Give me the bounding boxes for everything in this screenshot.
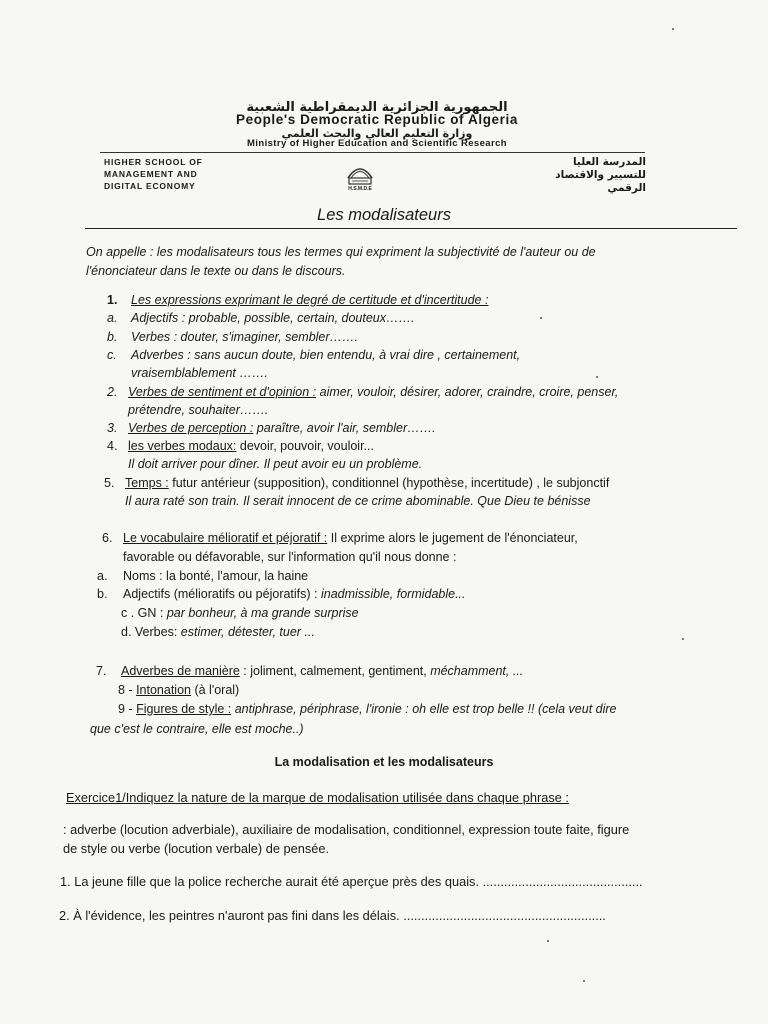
item-2-number: 2. <box>107 385 118 399</box>
item-6-label: Le vocabulaire mélioratif et péjoratif : <box>123 531 328 545</box>
item-1c-number: c. <box>107 348 117 362</box>
item-6-line <box>123 531 578 545</box>
school-en-line-2: MANAGEMENT AND <box>104 169 198 179</box>
item-5-example: Il aura raté son train. Il serait innocent de ce crime abominable. Que Dieu te bénisse <box>125 494 591 508</box>
school-name-english <box>104 156 203 192</box>
school-en-line-1: HIGHER SCHOOL OF <box>104 157 203 167</box>
item-6-number: 6. <box>102 531 113 545</box>
item-9-italic: antiphrase, périphrase, l'ironie : oh elle est trop belle !! (cela veut dire <box>231 702 617 716</box>
section-title: La modalisation et les modalisateurs <box>274 755 494 769</box>
item-5-line <box>125 476 609 490</box>
item-5-label: Temps : <box>125 476 169 490</box>
item-3-number: 3. <box>107 421 118 435</box>
item-8-label: Intonation <box>136 683 191 697</box>
logo-caption: H.S.M.D.E <box>348 186 372 192</box>
intro-line-1: On appelle : les modalisateurs tous les termes qui expriment la subjectivité de l'auteur ou de <box>86 245 596 259</box>
item-1b-number: b. <box>107 330 118 344</box>
item-2-text: aimer, vouloir, désirer, adorer, craindre, croire, penser, <box>316 385 619 399</box>
item-6c-line <box>121 606 359 620</box>
header-divider <box>100 152 645 153</box>
item-1a-number: a. <box>107 311 118 325</box>
school-ar-line-2: للتسيير والاقتصاد <box>555 169 646 181</box>
scan-speck <box>547 940 549 942</box>
header-republic: People's Democratic Republic of Algeria <box>236 112 518 127</box>
exercise-question-1: 1. La jeune fille que la police recherche aurait été aperçue près des quais. ............................................. <box>60 874 643 889</box>
item-1c-text: Adverbes : sans aucun doute, bien entendu, à vrai dire , certainement, <box>131 348 521 362</box>
item-9-prefix: 9 - <box>118 702 137 716</box>
item-7-italic: méchamment, ... <box>430 664 524 678</box>
item-9-continuation: que c'est le contraire, elle est moche..) <box>90 722 304 736</box>
page-title: Les modalisateurs <box>317 206 451 224</box>
exercise-instructions-line-1: : adverbe (locution adverbiale), auxiliaire de modalisation, conditionnel, expression toute faite, figure <box>63 822 630 837</box>
item-6b-line <box>123 587 466 601</box>
scan-speck <box>596 376 598 378</box>
item-6-continuation: favorable ou défavorable, sur l'information qu'il nous donne : <box>123 550 457 564</box>
item-6c-italic: par bonheur, à ma grande surprise <box>166 606 359 620</box>
item-6d-line <box>121 625 315 639</box>
item-8-line <box>118 683 239 697</box>
item-7-label: Adverbes de manière <box>121 664 240 678</box>
item-1a-text: Adjectifs : probable, possible, certain, douteux……. <box>131 311 415 325</box>
item-6b-italic: inadmissible, formidable... <box>321 587 466 601</box>
item-4-text: devoir, pouvoir, vouloir... <box>236 439 374 453</box>
item-8-text: (à l'oral) <box>190 683 240 697</box>
school-ar-line-3: الرقمي <box>607 182 646 194</box>
item-3-label: Verbes de perception : <box>128 421 254 435</box>
item-3-line <box>128 421 436 435</box>
scan-speck <box>583 980 585 982</box>
item-1c-continuation: vraisemblablement ……. <box>131 366 268 380</box>
item-7-number: 7. <box>96 664 107 678</box>
item-4-example: Il doit arriver pour dîner. Il peut avoir eu un problème. <box>128 457 423 471</box>
item-6b-text: Adjectifs (mélioratifs ou péjoratifs) : <box>123 587 321 601</box>
title-divider <box>85 228 737 229</box>
intro-line-2: l'énonciateur dans le texte ou dans le discours. <box>86 264 346 278</box>
item-2-label: Verbes de sentiment et d'opinion : <box>128 385 317 399</box>
school-logo <box>340 158 380 194</box>
header-ministry: Ministry of Higher Education and Scientific Research <box>247 138 507 149</box>
item-3-text: paraître, avoir l'air, sembler……. <box>253 421 436 435</box>
item-1-number: 1. <box>107 293 118 307</box>
header-arabic-ministry: وزارة التعليم العالي والبحث العلمي <box>281 127 473 140</box>
school-name-arabic <box>520 156 646 195</box>
item-6d-prefix: d. Verbes: <box>121 625 181 639</box>
item-4-number: 4. <box>107 439 118 453</box>
item-6-text: Il exprime alors le jugement de l'énonciateur, <box>327 531 578 545</box>
item-7-text: : joliment, calmement, gentiment, <box>239 664 431 678</box>
scan-speck <box>672 28 674 30</box>
item-4-label: les verbes modaux: <box>128 439 237 453</box>
item-2-line <box>128 385 618 399</box>
item-1-label: Les expressions exprimant le degré de certitude et d'incertitude : <box>131 293 489 307</box>
item-7-line <box>121 664 523 678</box>
item-8-prefix: 8 - <box>118 683 137 697</box>
item-6b-number: b. <box>97 587 108 601</box>
item-9-line <box>118 702 617 716</box>
exercise-heading: Exercice1/Indiquez la nature de la marque de modalisation utilisée dans chaque phrase : <box>66 790 569 805</box>
scan-speck <box>540 317 542 319</box>
item-2-continuation: prétendre, souhaiter……. <box>128 403 269 417</box>
exercise-question-2: 2. À l'évidence, les peintres n'auront pas fini dans les délais. ......................................................... <box>59 908 606 923</box>
item-4-line <box>128 439 374 453</box>
school-ar-line-1: المدرسة العليا <box>572 156 646 168</box>
item-1b-text: Verbes : douter, s'imaginer, sembler……. <box>131 330 359 344</box>
item-6a-text: Noms : la bonté, l'amour, la haine <box>123 569 309 583</box>
item-6d-italic: estimer, détester, tuer ... <box>180 625 315 639</box>
header-arabic-republic: الجمهورية الجزائرية الديمقراطية الشعبية <box>246 100 508 115</box>
item-5-text: futur antérieur (supposition), conditionnel (hypothèse, incertitude) , le subjonctif <box>168 476 610 490</box>
scan-speck <box>682 638 684 640</box>
item-6c-prefix: c . GN : <box>121 606 167 620</box>
school-en-line-3: DIGITAL ECONOMY <box>104 181 196 191</box>
item-6a-number: a. <box>97 569 108 583</box>
exercise-instructions-line-2: de style ou verbe (locution verbale) de pensée. <box>63 841 330 856</box>
item-9-label: Figures de style : <box>136 702 232 716</box>
item-5-number: 5. <box>104 476 115 490</box>
